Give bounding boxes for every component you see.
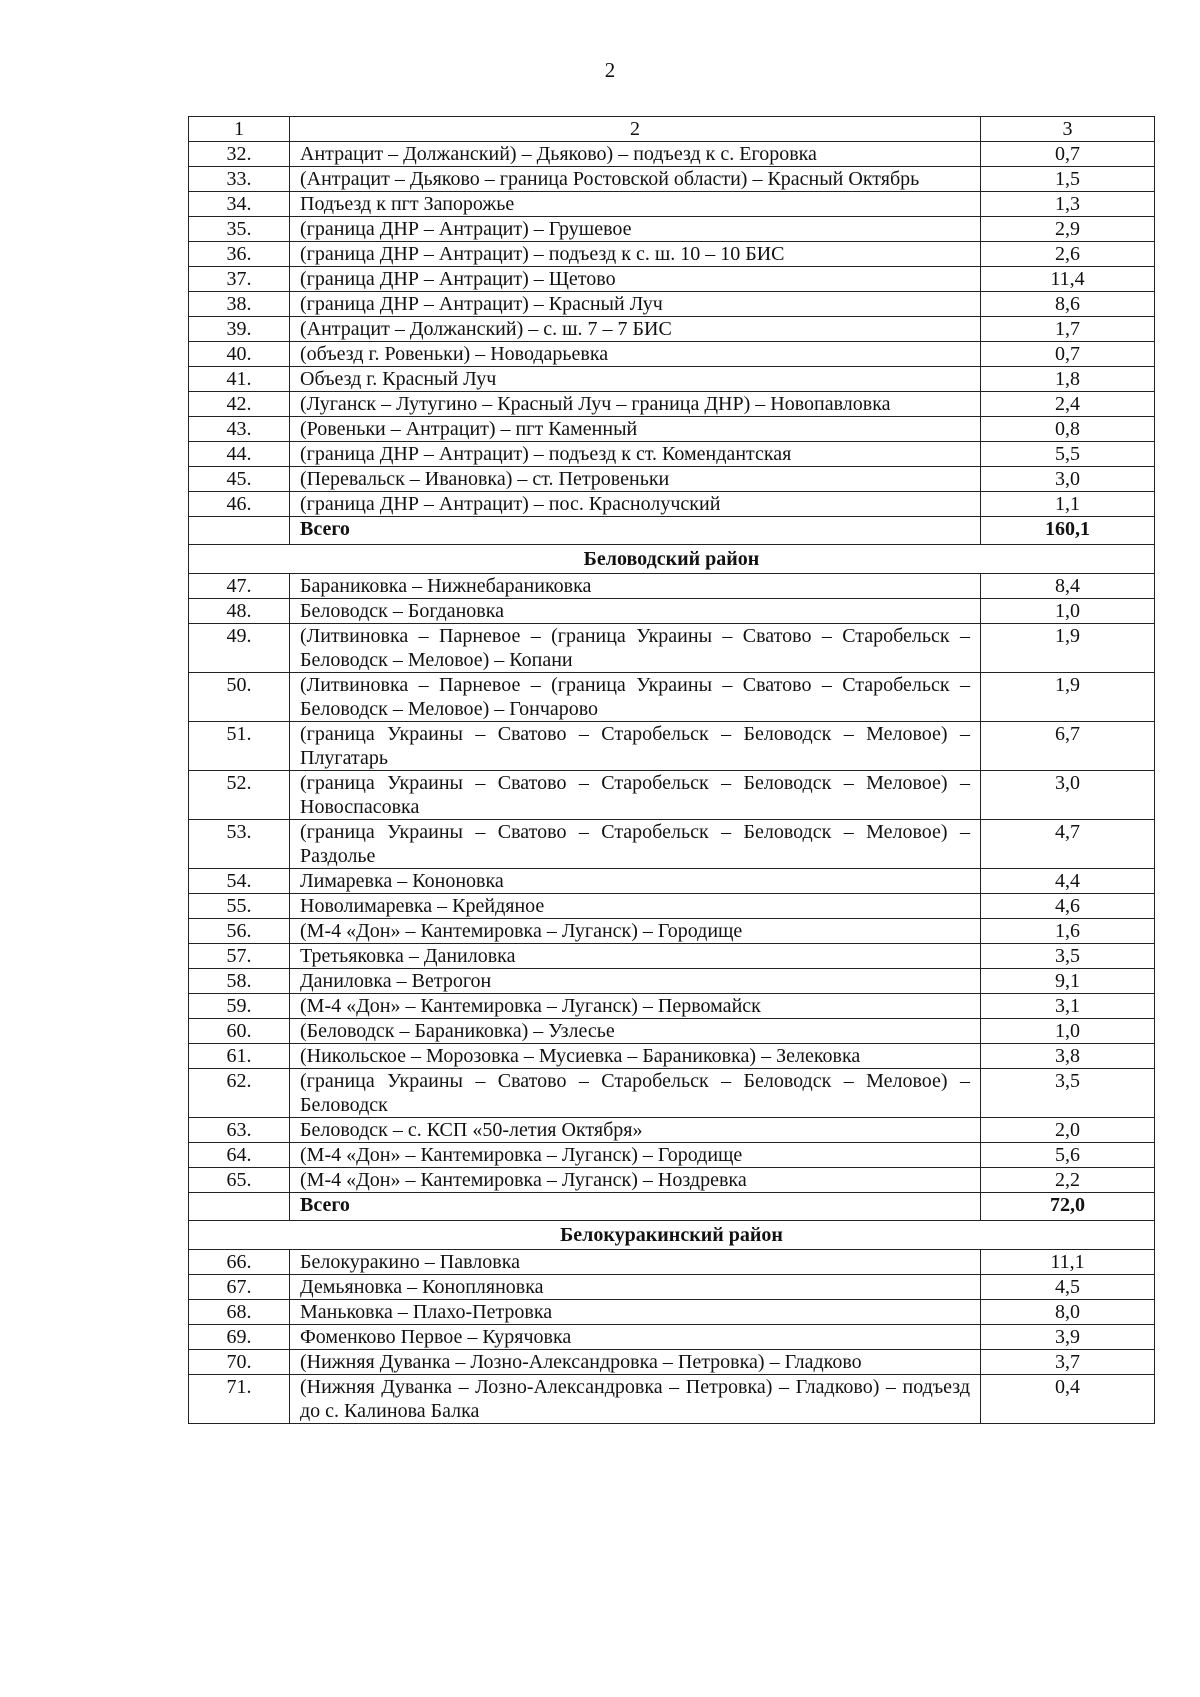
road-name: (Никольское – Морозовка – Мусиевка – Бараниковка) – Зелековка	[290, 1044, 981, 1069]
table-row	[189, 673, 1155, 722]
road-length: 2,6	[981, 242, 1155, 267]
table-row	[189, 217, 1155, 242]
road-name: Беловодск – с. КСП «50-летия Октября»	[290, 1118, 981, 1143]
road-name: (граница ДНР – Антрацит) – пос. Краснолучский	[290, 492, 981, 517]
row-number: 53.	[189, 820, 290, 869]
road-length: 11,4	[981, 267, 1155, 292]
table-row	[189, 442, 1155, 467]
road-length: 2,2	[981, 1168, 1155, 1193]
road-length: 1,5	[981, 167, 1155, 192]
table-row	[189, 242, 1155, 267]
table-row	[189, 192, 1155, 217]
road-name: (граница ДНР – Антрацит) – подъезд к с. ш. 10 – 10 БИС	[290, 242, 981, 267]
road-name: (Литвиновка – Парневое – (граница Украины – Сватово – Старобельск – Беловодск – Меловое) – Копани	[290, 624, 981, 673]
section-title: Беловодский район	[189, 545, 1155, 574]
header-col-1: 1	[189, 117, 290, 142]
road-name: (граница Украины – Сватово – Старобельск – Беловодск – Меловое) – Раздолье	[290, 820, 981, 869]
row-number: 71.	[189, 1375, 290, 1424]
total-value: 160,1	[981, 517, 1155, 545]
road-name: Подъезд к пгт Запорожье	[290, 192, 981, 217]
row-number: 52.	[189, 771, 290, 820]
table-row	[189, 417, 1155, 442]
roads-table-body	[189, 117, 1155, 1424]
road-length: 9,1	[981, 969, 1155, 994]
table-row	[189, 142, 1155, 167]
row-number: 39.	[189, 317, 290, 342]
road-length: 1,7	[981, 317, 1155, 342]
table-row	[189, 492, 1155, 517]
road-name: (граница ДНР – Антрацит) – Красный Луч	[290, 292, 981, 317]
table-row	[189, 367, 1155, 392]
road-name: Объезд г. Красный Луч	[290, 367, 981, 392]
row-number: 45.	[189, 467, 290, 492]
row-number: 38.	[189, 292, 290, 317]
row-number: 32.	[189, 142, 290, 167]
table-row	[189, 1168, 1155, 1193]
row-number: 61.	[189, 1044, 290, 1069]
road-name: (граница ДНР – Антрацит) – Грушевое	[290, 217, 981, 242]
road-length: 8,0	[981, 1300, 1155, 1325]
road-name: (граница Украины – Сватово – Старобельск – Беловодск – Меловое) – Новоспасовка	[290, 771, 981, 820]
road-name: (объезд г. Ровеньки) – Новодарьевка	[290, 342, 981, 367]
row-number: 50.	[189, 673, 290, 722]
row-number: 69.	[189, 1325, 290, 1350]
road-length: 1,8	[981, 367, 1155, 392]
road-length: 2,9	[981, 217, 1155, 242]
road-length: 0,7	[981, 342, 1155, 367]
road-name: (Перевальск – Ивановка) – ст. Петровеньки	[290, 467, 981, 492]
row-number: 42.	[189, 392, 290, 417]
total-value: 72,0	[981, 1193, 1155, 1221]
section-title: Белокуракинский район	[189, 1221, 1155, 1250]
table-row	[189, 1019, 1155, 1044]
road-length: 2,0	[981, 1118, 1155, 1143]
road-length: 11,1	[981, 1250, 1155, 1275]
road-length: 4,7	[981, 820, 1155, 869]
road-length: 2,4	[981, 392, 1155, 417]
total-row	[189, 1193, 1155, 1221]
total-empty-cell	[189, 1193, 290, 1221]
row-number: 37.	[189, 267, 290, 292]
total-label: Всего	[290, 1193, 981, 1221]
row-number: 55.	[189, 894, 290, 919]
row-number: 49.	[189, 624, 290, 673]
row-number: 44.	[189, 442, 290, 467]
table-row	[189, 869, 1155, 894]
road-name: Новолимаревка – Крейдяное	[290, 894, 981, 919]
section-row	[189, 545, 1155, 574]
row-number: 43.	[189, 417, 290, 442]
road-length: 4,5	[981, 1275, 1155, 1300]
road-name: (М-4 «Дон» – Кантемировка – Луганск) – Городище	[290, 919, 981, 944]
road-length: 3,1	[981, 994, 1155, 1019]
road-name: Демьяновка – Конопляновка	[290, 1275, 981, 1300]
table-row	[189, 1069, 1155, 1118]
table-row	[189, 919, 1155, 944]
row-number: 36.	[189, 242, 290, 267]
road-name: (Литвиновка – Парневое – (граница Украины – Сватово – Старобельск – Беловодск – Меловое) – Гончарово	[290, 673, 981, 722]
road-name: (М-4 «Дон» – Кантемировка – Луганск) – Первомайск	[290, 994, 981, 1019]
row-number: 46.	[189, 492, 290, 517]
road-length: 3,9	[981, 1325, 1155, 1350]
row-number: 34.	[189, 192, 290, 217]
road-name: Бараниковка – Нижнебараниковка	[290, 574, 981, 599]
road-name: Даниловка – Ветрогон	[290, 969, 981, 994]
table-row	[189, 722, 1155, 771]
road-name: (Нижняя Дуванка – Лозно-Александровка – Петровка) – Гладково) – подъезд до с. Калинова Балка	[290, 1375, 981, 1424]
road-length: 1,1	[981, 492, 1155, 517]
row-number: 56.	[189, 919, 290, 944]
table-row	[189, 467, 1155, 492]
table-row	[189, 342, 1155, 367]
table-row	[189, 317, 1155, 342]
road-length: 8,4	[981, 574, 1155, 599]
road-length: 0,8	[981, 417, 1155, 442]
road-length: 3,8	[981, 1044, 1155, 1069]
table-row	[189, 624, 1155, 673]
road-name: (Беловодск – Бараниковка) – Узлесье	[290, 1019, 981, 1044]
road-name: Антрацит – Должанский) – Дьяково) – подъезд к с. Егоровка	[290, 142, 981, 167]
row-number: 51.	[189, 722, 290, 771]
road-name: Белокуракино – Павловка	[290, 1250, 981, 1275]
header-col-3: 3	[981, 117, 1155, 142]
table-row	[189, 1325, 1155, 1350]
road-name: Третьяковка – Даниловка	[290, 944, 981, 969]
row-number: 65.	[189, 1168, 290, 1193]
total-empty-cell	[189, 517, 290, 545]
total-row	[189, 517, 1155, 545]
road-length: 5,6	[981, 1143, 1155, 1168]
road-length: 0,4	[981, 1375, 1155, 1424]
road-length: 3,7	[981, 1350, 1155, 1375]
row-number: 60.	[189, 1019, 290, 1044]
road-length: 3,0	[981, 771, 1155, 820]
table-row	[189, 1044, 1155, 1069]
road-length: 1,0	[981, 1019, 1155, 1044]
road-length: 0,7	[981, 142, 1155, 167]
road-name: (граница ДНР – Антрацит) – подъезд к ст. Комендантская	[290, 442, 981, 467]
table-row	[189, 1118, 1155, 1143]
total-label: Всего	[290, 517, 981, 545]
row-number: 40.	[189, 342, 290, 367]
road-length: 1,9	[981, 673, 1155, 722]
row-number: 41.	[189, 367, 290, 392]
table-row	[189, 1275, 1155, 1300]
road-name: Лимаревка – Кононовка	[290, 869, 981, 894]
table-row	[189, 1143, 1155, 1168]
table-row	[189, 267, 1155, 292]
table-header-row	[189, 117, 1155, 142]
table-row	[189, 944, 1155, 969]
table-row	[189, 167, 1155, 192]
table-row	[189, 994, 1155, 1019]
road-length: 8,6	[981, 292, 1155, 317]
road-name: (Луганск – Лутугино – Красный Луч – граница ДНР) – Новопавловка	[290, 392, 981, 417]
road-name: (Ровеньки – Антрацит) – пгт Каменный	[290, 417, 981, 442]
row-number: 66.	[189, 1250, 290, 1275]
row-number: 64.	[189, 1143, 290, 1168]
road-length: 1,3	[981, 192, 1155, 217]
road-length: 1,9	[981, 624, 1155, 673]
row-number: 47.	[189, 574, 290, 599]
table-row	[189, 969, 1155, 994]
row-number: 48.	[189, 599, 290, 624]
table-row	[189, 599, 1155, 624]
row-number: 58.	[189, 969, 290, 994]
road-name: (М-4 «Дон» – Кантемировка – Луганск) – Ноздревка	[290, 1168, 981, 1193]
row-number: 33.	[189, 167, 290, 192]
table-row	[189, 894, 1155, 919]
road-length: 3,0	[981, 467, 1155, 492]
road-length: 6,7	[981, 722, 1155, 771]
table-row	[189, 1375, 1155, 1424]
road-name: Беловодск – Богдановка	[290, 599, 981, 624]
road-length: 3,5	[981, 944, 1155, 969]
road-name: (граница Украины – Сватово – Старобельск – Беловодск – Меловое) – Плугатарь	[290, 722, 981, 771]
table-row	[189, 1300, 1155, 1325]
road-length: 1,0	[981, 599, 1155, 624]
road-length: 3,5	[981, 1069, 1155, 1118]
table-row	[189, 292, 1155, 317]
road-name: (Антрацит – Должанский) – с. ш. 7 – 7 БИС	[290, 317, 981, 342]
road-name: Маньковка – Плахо-Петровка	[290, 1300, 981, 1325]
row-number: 63.	[189, 1118, 290, 1143]
row-number: 67.	[189, 1275, 290, 1300]
road-length: 1,6	[981, 919, 1155, 944]
row-number: 59.	[189, 994, 290, 1019]
header-col-2: 2	[290, 117, 981, 142]
road-length: 4,4	[981, 869, 1155, 894]
table-row	[189, 1350, 1155, 1375]
table-row	[189, 820, 1155, 869]
road-name: (Антрацит – Дьяково – граница Ростовской области) – Красный Октябрь	[290, 167, 981, 192]
section-row	[189, 1221, 1155, 1250]
row-number: 62.	[189, 1069, 290, 1118]
table-row	[189, 392, 1155, 417]
road-length: 5,5	[981, 442, 1155, 467]
row-number: 70.	[189, 1350, 290, 1375]
road-name: (Нижняя Дуванка – Лозно-Александровка – Петровка) – Гладково	[290, 1350, 981, 1375]
table-row	[189, 574, 1155, 599]
road-name: (М-4 «Дон» – Кантемировка – Луганск) – Городище	[290, 1143, 981, 1168]
table-row	[189, 771, 1155, 820]
roads-table	[188, 116, 1155, 1424]
road-name: Фоменково Первое – Курячовка	[290, 1325, 981, 1350]
road-length: 4,6	[981, 894, 1155, 919]
row-number: 35.	[189, 217, 290, 242]
row-number: 68.	[189, 1300, 290, 1325]
row-number: 57.	[189, 944, 290, 969]
road-name: (граница ДНР – Антрацит) – Щетово	[290, 267, 981, 292]
page-number: 2	[604, 58, 616, 82]
table-row	[189, 1250, 1155, 1275]
row-number: 54.	[189, 869, 290, 894]
road-name: (граница Украины – Сватово – Старобельск – Беловодск – Меловое) – Беловодск	[290, 1069, 981, 1118]
